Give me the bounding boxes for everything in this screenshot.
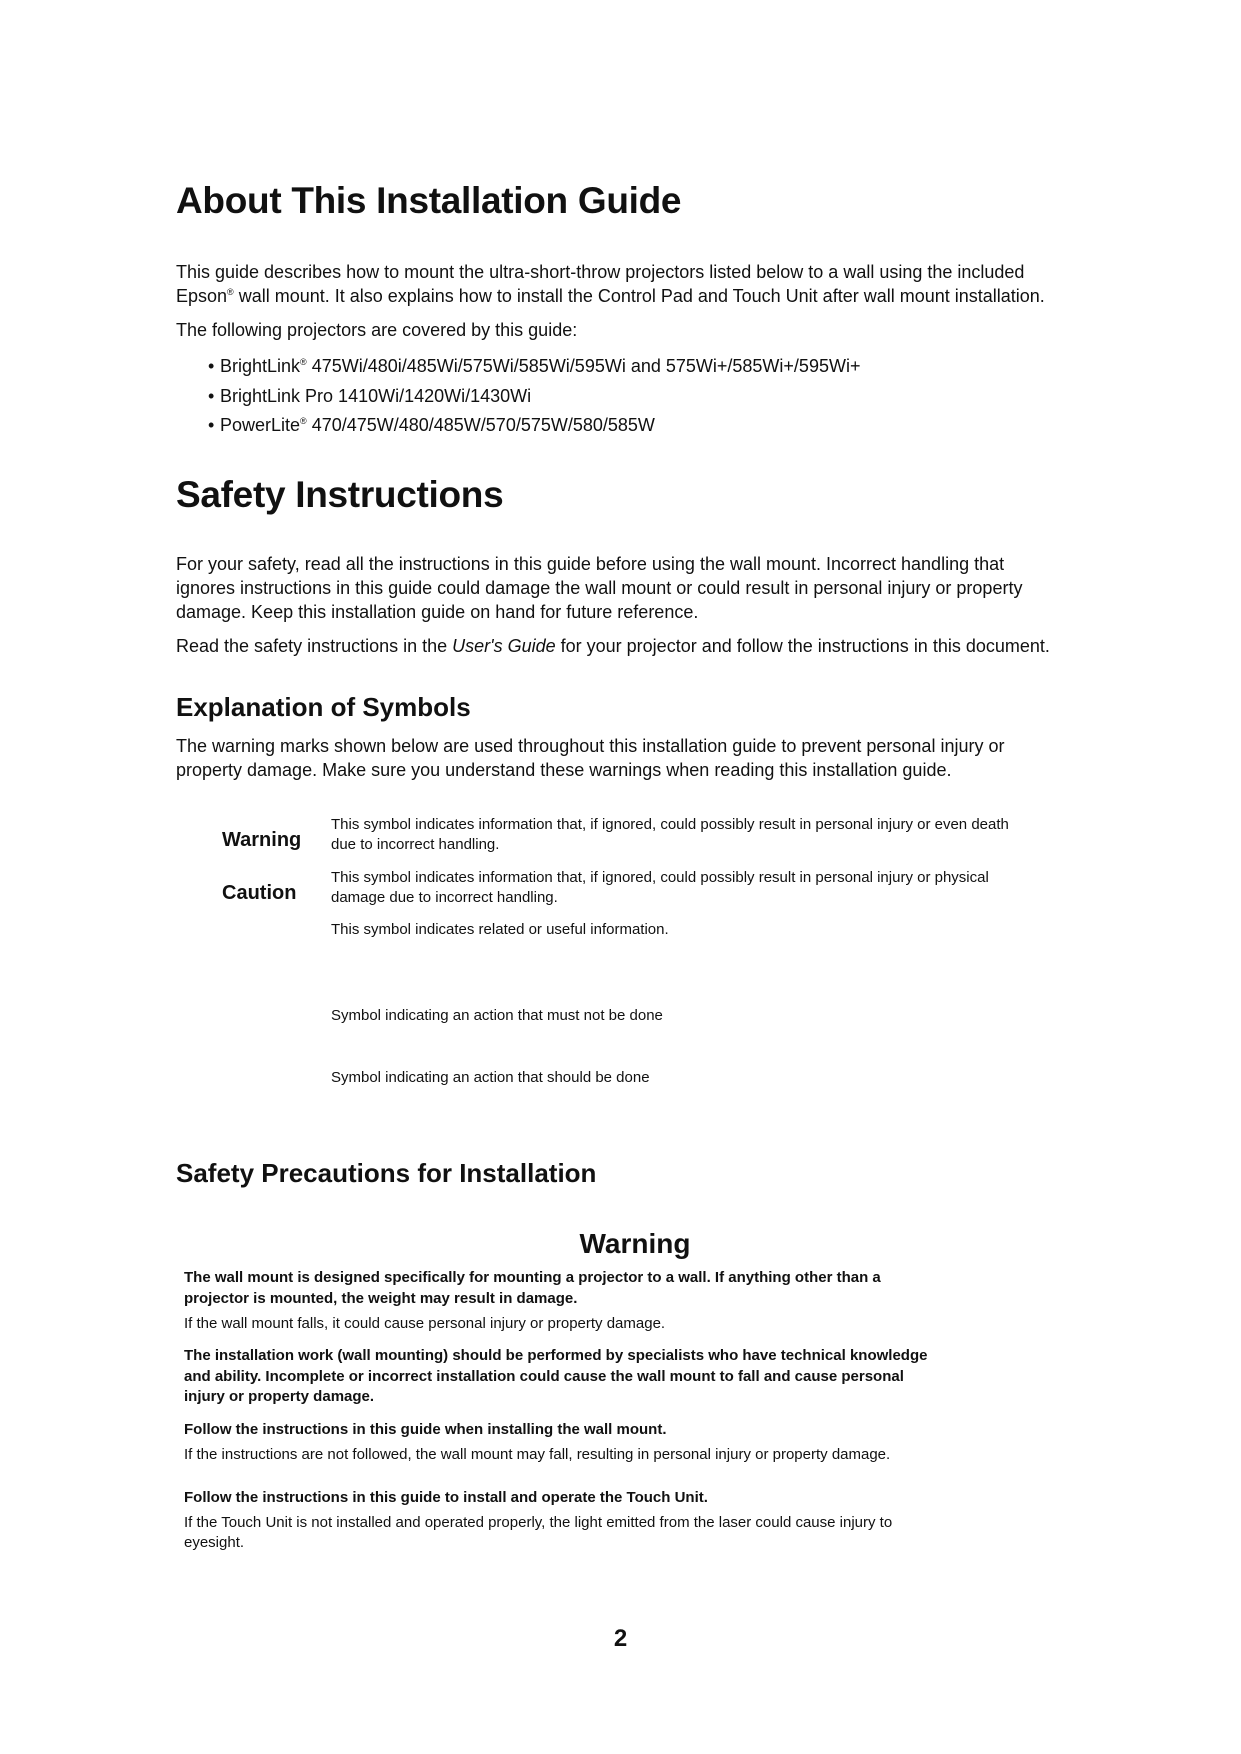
- users-guide-title: User's Guide: [452, 636, 556, 656]
- page-number: 2: [613, 1625, 628, 1652]
- list-item-text: 470/475W/480/485W/570/575W/580/585W: [306, 415, 655, 435]
- precaution-1-bold-line-1: The wall mount is designed specifically for mounting a projector to a wall. If anything other than a: [184, 1269, 881, 1286]
- warning-symbol-label: Warning: [222, 829, 302, 851]
- caution-symbol-label: Caution: [222, 882, 297, 904]
- about-intro-line-2: [176, 284, 1086, 308]
- symbols-title: Explanation of Symbols: [176, 692, 471, 722]
- list-item: [208, 352, 860, 382]
- list-item-text: 475Wi/480i/485Wi/575Wi/585Wi/595Wi and 575Wi+/585Wi+/595Wi+: [306, 356, 861, 376]
- bullet: •: [208, 356, 215, 376]
- symbols-line-1: The warning marks shown below are used throughout this installation guide to prevent personal injury or: [176, 736, 1005, 756]
- caution-symbol-text: [331, 868, 1071, 908]
- precautions-warning-heading: Warning: [579, 1228, 691, 1259]
- precaution-4-bold: Follow the instructions in this guide to install and operate the Touch Unit.: [184, 1489, 708, 1506]
- safety-line-2: ignores instructions in this guide could damage the wall mount or could result in personal injury or property: [176, 578, 1023, 598]
- note-symbol-text: This symbol indicates related or useful information.: [331, 921, 669, 938]
- precaution-item-1-bold: [184, 1268, 974, 1309]
- precaution-3-bold: Follow the instructions in this guide when installing the wall mount.: [184, 1421, 667, 1438]
- bullet: •: [208, 415, 215, 435]
- precaution-2-bold-line-2: and ability. Incomplete or incorrect installation could cause the wall mount to fall and cause personal: [184, 1367, 904, 1385]
- epson-text: Epson: [176, 286, 228, 306]
- registered-mark: ®: [300, 357, 307, 367]
- safety-read-post: for your projector and follow the instructions in this document.: [555, 636, 1050, 656]
- warning-text-line-2: due to incorrect handling.: [331, 836, 500, 853]
- precaution-4-normal: [184, 1513, 974, 1553]
- list-item: [208, 382, 860, 412]
- about-intro-line-2-text: wall mount. It also explains how to install the Control Pad and Touch Unit after wall mount installation.: [233, 286, 1045, 306]
- warning-symbol-text: [331, 815, 1071, 855]
- list-item-text: BrightLink: [220, 356, 301, 376]
- safety-read-line: [176, 634, 1086, 658]
- precaution-3-normal: If the instructions are not followed, the wall mount may fall, resulting in personal injury or property damage.: [184, 1446, 891, 1463]
- precaution-4-normal-line-2: eyesight.: [184, 1534, 245, 1551]
- precaution-1-normal: If the wall mount falls, it could cause personal injury or property damage.: [184, 1315, 666, 1332]
- list-item-text: PowerLite: [220, 415, 301, 435]
- caution-text-line-2: damage due to incorrect handling.: [331, 889, 558, 906]
- safety-intro: [176, 552, 1086, 624]
- caution-text-line-1: This symbol indicates information that, if ignored, could possibly result in personal injury or physical: [331, 869, 989, 886]
- projector-list: [208, 352, 860, 441]
- list-item-text: BrightLink Pro 1410Wi/1420Wi/1430Wi: [220, 385, 532, 406]
- safety-read-pre: Read the safety instructions in the: [176, 636, 453, 656]
- precaution-2-bold-line-3: injury or property damage.: [184, 1388, 375, 1405]
- precaution-1-bold-line-2: projector is mounted, the weight may result in damage.: [184, 1289, 578, 1307]
- safety-title: Safety Instructions: [176, 474, 504, 515]
- mandatory-symbol-text: Symbol indicating an action that should be done: [331, 1069, 650, 1086]
- list-item: [208, 411, 860, 441]
- registered-mark: ®: [227, 287, 234, 297]
- warning-text-line-1: This symbol indicates information that, if ignored, could possibly result in personal injury or even death: [331, 816, 1009, 833]
- precaution-2-bold-line-1: The installation work (wall mounting) should be performed by specialists who have technical knowledge: [184, 1347, 928, 1364]
- precaution-item-2-bold: [184, 1346, 974, 1408]
- about-title: About This Installation Guide: [176, 180, 682, 221]
- symbols-intro: [176, 734, 1086, 782]
- precaution-4-normal-line-1: If the Touch Unit is not installed and operated properly, the light emitted from the laser could cause injury to: [184, 1514, 893, 1531]
- precautions-title: Safety Precautions for Installation: [176, 1158, 597, 1188]
- safety-line-1: For your safety, read all the instructions in this guide before using the wall mount. Incorrect handling that: [176, 554, 1005, 574]
- symbols-line-2: property damage. Make sure you understand these warnings when reading this installation guide.: [176, 760, 952, 780]
- registered-mark: ®: [300, 416, 307, 426]
- safety-line-3: damage. Keep this installation guide on hand for future reference.: [176, 602, 699, 622]
- about-intro: [176, 260, 1086, 308]
- about-covered: The following projectors are covered by this guide:: [176, 320, 578, 340]
- about-intro-line-1: This guide describes how to mount the ultra-short-throw projectors listed below to a wall using the included: [176, 262, 1025, 282]
- prohibit-symbol-text: Symbol indicating an action that must not be done: [331, 1007, 663, 1024]
- bullet: •: [208, 385, 215, 406]
